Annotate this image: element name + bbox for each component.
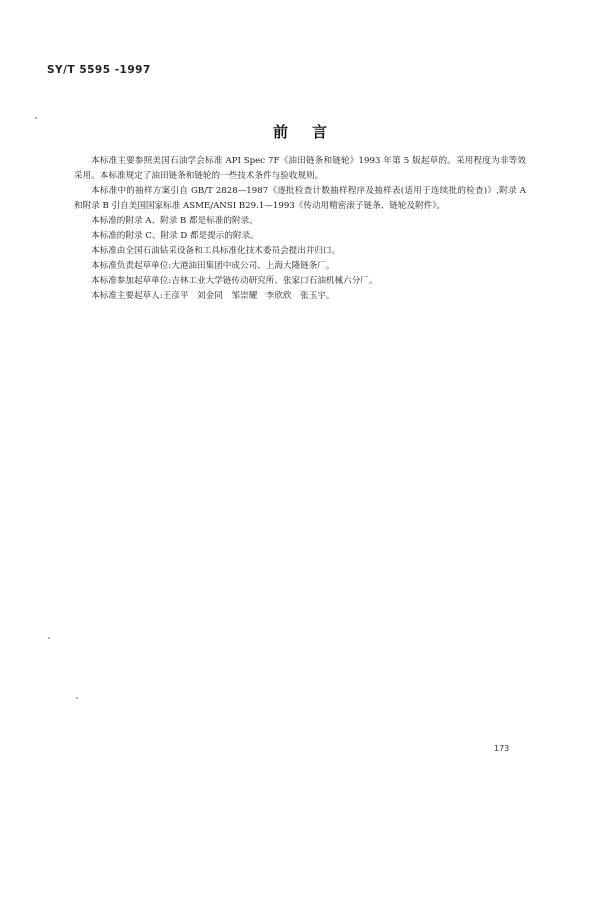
- paragraph-drafters: 本标准主要起草人:王彦平 刘金同 邹崇耀 李欣欣 张玉宇。: [91, 291, 335, 301]
- foreword-body: [74, 154, 526, 304]
- page-number: 173: [494, 744, 510, 753]
- paragraph-drafting-participants: 本标准参加起草单位:吉林工业大学链传动研究所、张家口石油机械六分厂。: [91, 276, 378, 286]
- scan-speck: [76, 697, 78, 699]
- standard-code: SY/T 5595 -1997: [47, 64, 151, 76]
- paragraph-sampling-scheme: 本标准中的抽样方案引自 GB/T 2828—1987《逐批检查计数抽样程序及抽样表(适用于连续批的检查)》,附录 A 和附录 B 引自美国国家标准 ASME/ANSI B29.1—1993《传动用精密滚子链条、链轮及附件》。: [74, 186, 526, 211]
- paragraph-reference-standard: 本标准主要参照美国石油学会标准 API Spec 7F《油田链条和链轮》1993 年第 5 版起草的。采用程度为非等效采用。本标准规定了油田链条和链轮的一些技术条件与验收规则。: [74, 156, 526, 181]
- paragraph-normative-annexes: 本标准的附录 A、附录 B 都是标准的附录。: [91, 216, 258, 226]
- scan-speck: [48, 637, 50, 639]
- paragraph-proposed-by: 本标准由全国石油钻采设备和工具标准化技术委员会提出并归口。: [91, 246, 341, 256]
- scan-speck: [35, 117, 37, 119]
- page-title: 前言: [272, 123, 351, 141]
- paragraph-drafting-lead: 本标准负责起草单位:大港油田集团中成公司、上海大隆链条厂。: [91, 261, 335, 271]
- paragraph-informative-annexes: 本标准的附录 C、附录 D 都是提示的附录。: [91, 231, 259, 241]
